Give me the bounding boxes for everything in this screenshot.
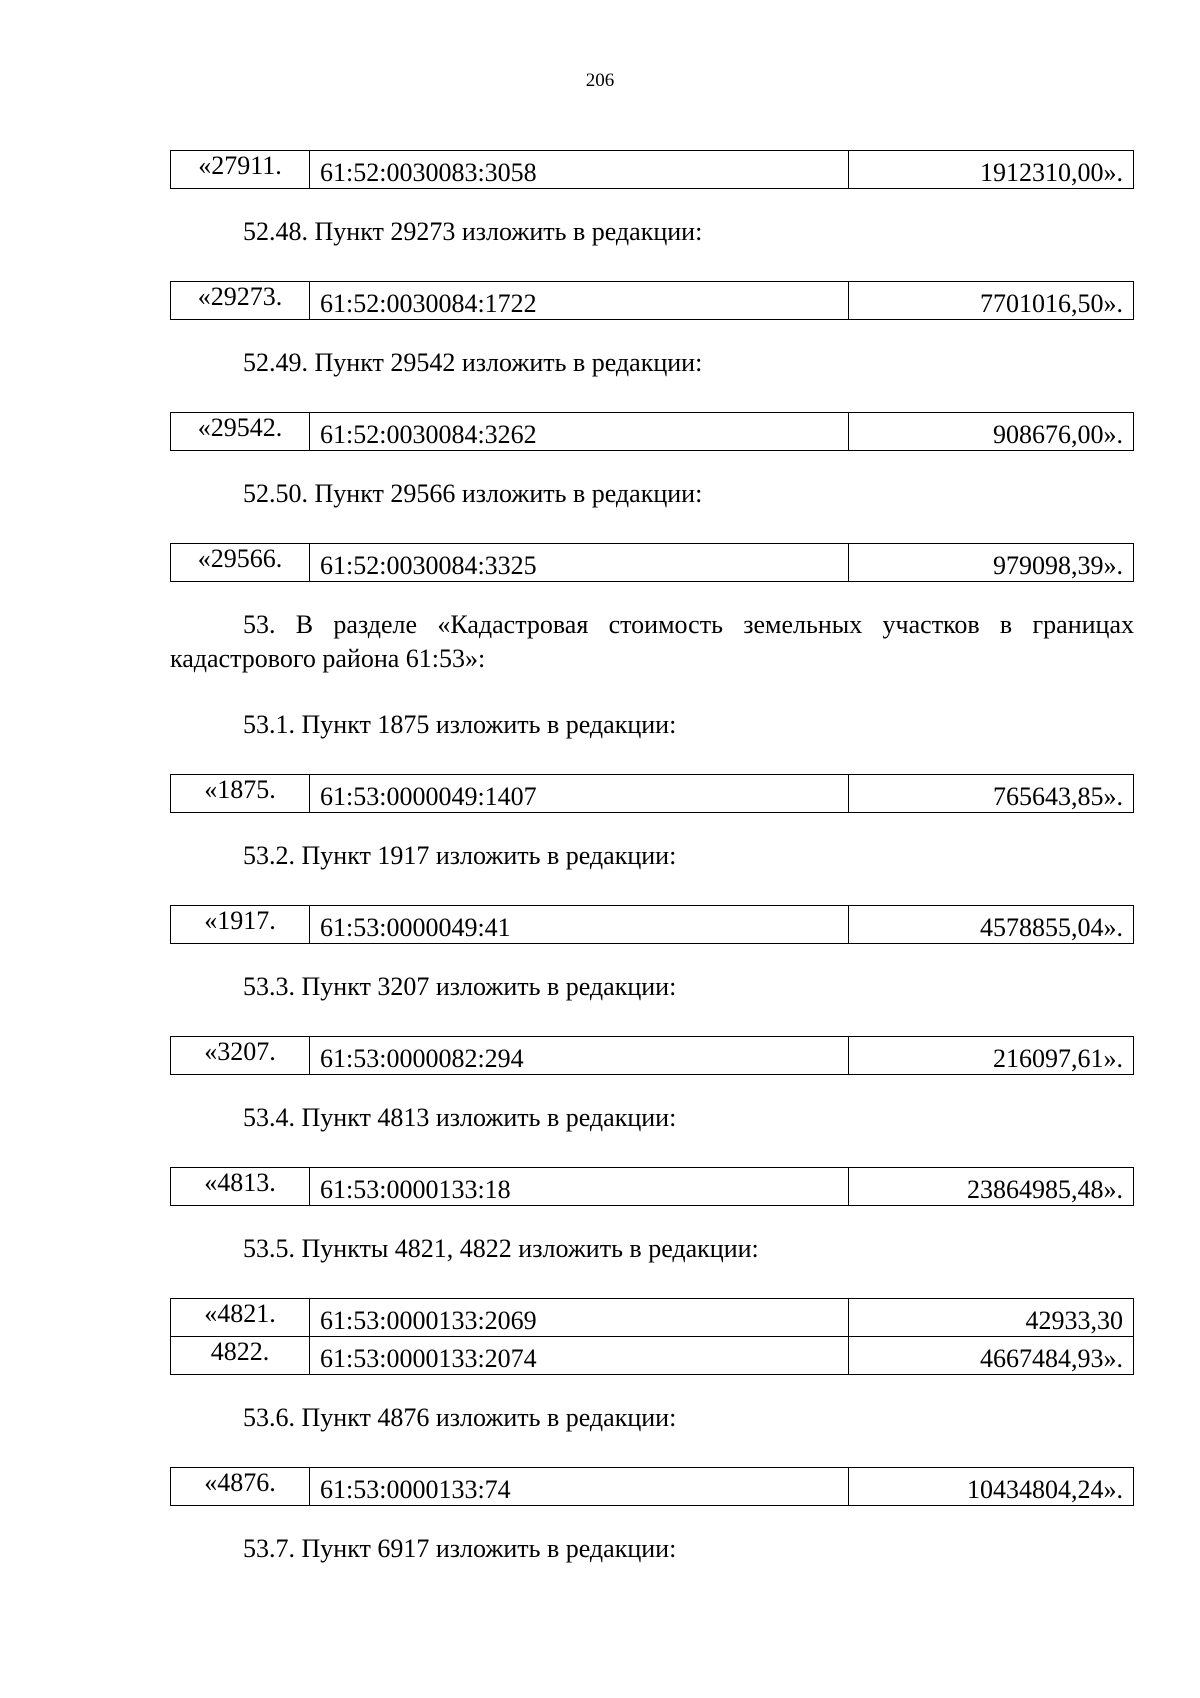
amendment-paragraph: 53.3. Пункт 3207 изложить в редакции: [243, 972, 677, 1001]
table-row [171, 775, 1134, 813]
cadastral-number-cell: 61:52:0030083:3058 [310, 151, 849, 189]
item-number-cell: «4821. [171, 1299, 310, 1337]
entry-table [170, 1467, 1134, 1506]
entry-table [170, 543, 1134, 582]
item-number-cell: 4822. [171, 1337, 310, 1375]
cadastral-number-cell: 61:53:0000049:1407 [310, 775, 849, 813]
cadastral-value-cell: 10434804,24». [849, 1468, 1134, 1506]
amendment-paragraph: 52.50. Пункт 29566 изложить в редакции: [243, 479, 703, 508]
entry-table [170, 774, 1134, 813]
cadastral-value-cell: 42933,30 [849, 1299, 1134, 1337]
cadastral-number-cell: 61:52:0030084:3325 [310, 544, 849, 582]
item-number-cell: «4876. [171, 1468, 310, 1506]
item-number-cell: «27911. [171, 151, 310, 189]
amendment-paragraph: 52.49. Пункт 29542 изложить в редакции: [243, 348, 703, 377]
cadastral-value-cell: 908676,00». [849, 413, 1134, 451]
cadastral-value-cell: 979098,39». [849, 544, 1134, 582]
item-number-cell: «4813. [171, 1168, 310, 1206]
entry-table [170, 1167, 1134, 1206]
item-number-cell: «29542. [171, 413, 310, 451]
amendment-paragraph: 52.48. Пункт 29273 изложить в редакции: [243, 217, 703, 246]
cadastral-number-cell: 61:53:0000133:2069 [310, 1299, 849, 1337]
table-row [171, 1299, 1134, 1337]
amendment-paragraph: 53.6. Пункт 4876 изложить в редакции: [243, 1403, 677, 1432]
cadastral-number-cell: 61:53:0000082:294 [310, 1037, 849, 1075]
table-row [171, 151, 1134, 189]
table-row [171, 1168, 1134, 1206]
page-number: 206 [585, 70, 615, 91]
cadastral-number-cell: 61:53:0000133:74 [310, 1468, 849, 1506]
table-row [171, 1468, 1134, 1506]
cadastral-number-cell: 61:52:0030084:1722 [310, 282, 849, 320]
amendment-paragraph: 53.7. Пункт 6917 изложить в редакции: [243, 1534, 677, 1563]
cadastral-number-cell: 61:53:0000133:18 [310, 1168, 849, 1206]
table-row [171, 282, 1134, 320]
cadastral-value-cell: 1912310,00». [849, 151, 1134, 189]
entry-table [170, 281, 1134, 320]
cadastral-number-cell: 61:53:0000133:2074 [310, 1337, 849, 1375]
table-row [171, 413, 1134, 451]
item-number-cell: «3207. [171, 1037, 310, 1075]
item-number-cell: «1917. [171, 906, 310, 944]
cadastral-value-cell: 216097,61». [849, 1037, 1134, 1075]
amendment-paragraph: 53.2. Пункт 1917 изложить в редакции: [243, 841, 677, 870]
entry-table [170, 412, 1134, 451]
table-row [171, 1337, 1134, 1375]
cadastral-value-cell: 7701016,50». [849, 282, 1134, 320]
cadastral-value-cell: 23864985,48». [849, 1168, 1134, 1206]
amendment-paragraph: 53.1. Пункт 1875 изложить в редакции: [243, 710, 677, 739]
cadastral-number-cell: 61:52:0030084:3262 [310, 413, 849, 451]
cadastral-number-cell: 61:53:0000049:41 [310, 906, 849, 944]
item-number-cell: «1875. [171, 775, 310, 813]
item-number-cell: «29273. [171, 282, 310, 320]
cadastral-value-cell: 4578855,04». [849, 906, 1134, 944]
document-body [170, 150, 1134, 1598]
amendment-paragraph: 53.4. Пункт 4813 изложить в редакции: [243, 1103, 677, 1132]
entry-table [170, 1036, 1134, 1075]
cadastral-value-cell: 765643,85». [849, 775, 1134, 813]
entry-table [170, 150, 1134, 189]
entry-table [170, 905, 1134, 944]
item-number-cell: «29566. [171, 544, 310, 582]
table-row [171, 544, 1134, 582]
amendment-paragraph: 53.5. Пункты 4821, 4822 изложить в редакции: [243, 1234, 759, 1263]
table-row [171, 1037, 1134, 1075]
entry-table [170, 1298, 1134, 1375]
cadastral-value-cell: 4667484,93». [849, 1337, 1134, 1375]
table-row [171, 906, 1134, 944]
amendment-paragraph: 53. В разделе «Кадастровая стоимость земельных участков в границах кадастрового района 61:53»: [170, 610, 1134, 673]
